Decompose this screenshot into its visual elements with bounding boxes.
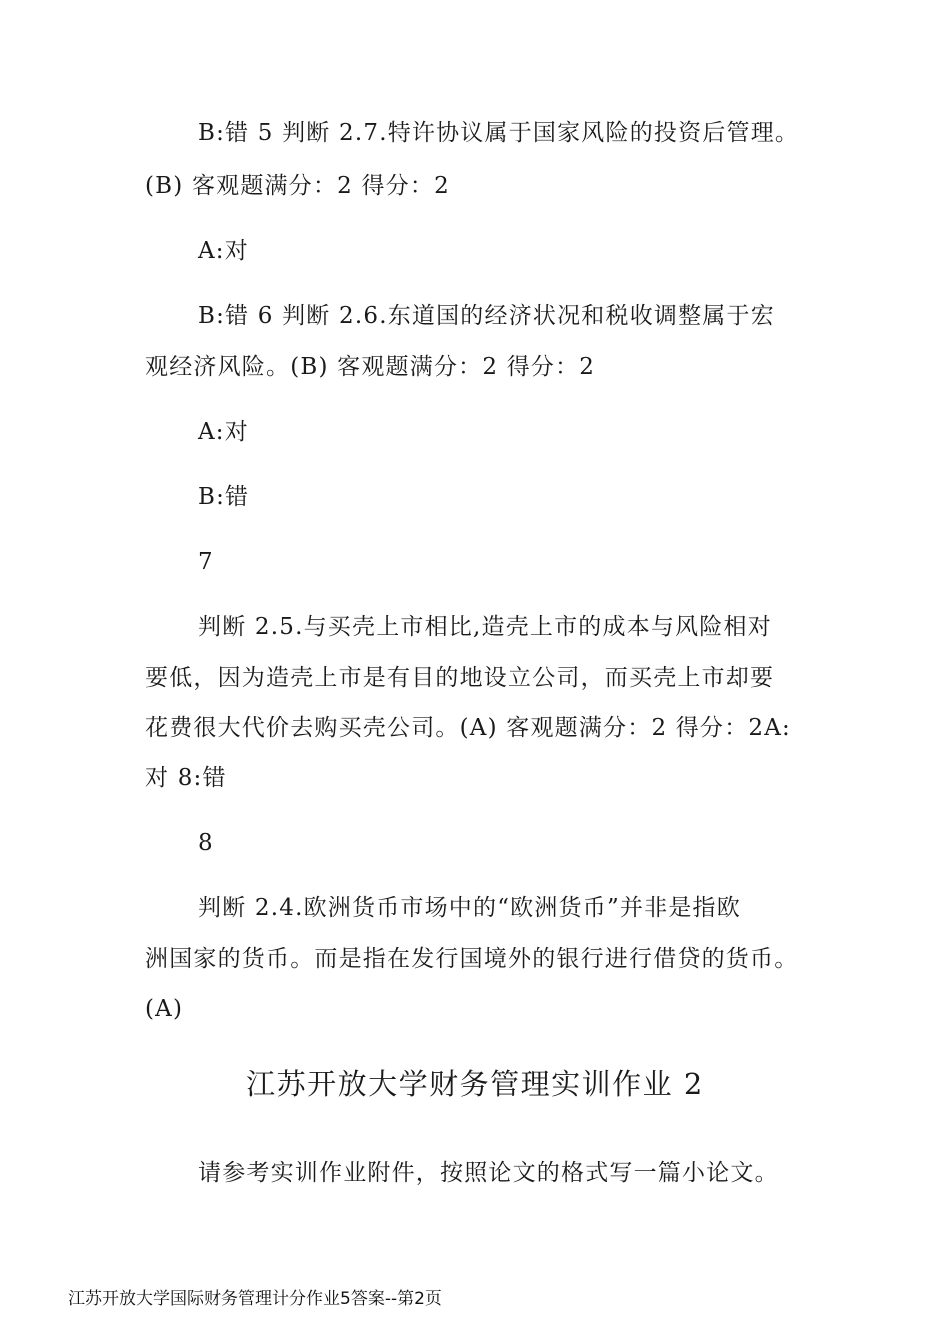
text-line: (B) 客观题满分：2 得分：2	[145, 173, 450, 199]
section-title: 江苏开放大学财务管理实训作业 2	[246, 1067, 704, 1101]
question-number: 7	[198, 549, 214, 575]
text-line: 对 8:错	[145, 765, 227, 791]
text-line: 要低，因为造壳上市是有目的地设立公司，而买壳上市却要	[145, 665, 775, 691]
text-line: 洲国家的货币。而是指在发行国境外的银行进行借贷的货币。	[145, 946, 799, 972]
text-line: 判断 2.5.与买壳上市相比,造壳上市的成本与风险相对	[198, 614, 772, 640]
text-line: 判断 2.4.欧洲货币市场中的“欧洲货币”并非是指欧	[198, 895, 741, 921]
text-line: A:对	[198, 238, 249, 264]
text-line: 花费很大代价去购买壳公司。(A) 客观题满分：2 得分：2A:	[145, 715, 792, 741]
text-line: (A)	[145, 996, 184, 1022]
page-footer: 江苏开放大学国际财务管理计分作业5答案--第2页	[68, 1289, 442, 1309]
text-line: B:错 5 判断 2.7.特许协议属于国家风险的投资后管理。	[198, 120, 800, 146]
question-number: 8	[198, 830, 214, 856]
text-line: A:对	[198, 419, 249, 445]
instruction-text: 请参考实训作业附件，按照论文的格式写一篇小论文。	[198, 1160, 779, 1186]
text-line: 观经济风险。(B) 客观题满分：2 得分：2	[145, 354, 596, 380]
text-line: B:错	[198, 484, 250, 510]
text-line: B:错 6 判断 2.6.东道国的经济状况和税收调整属于宏	[198, 303, 775, 329]
